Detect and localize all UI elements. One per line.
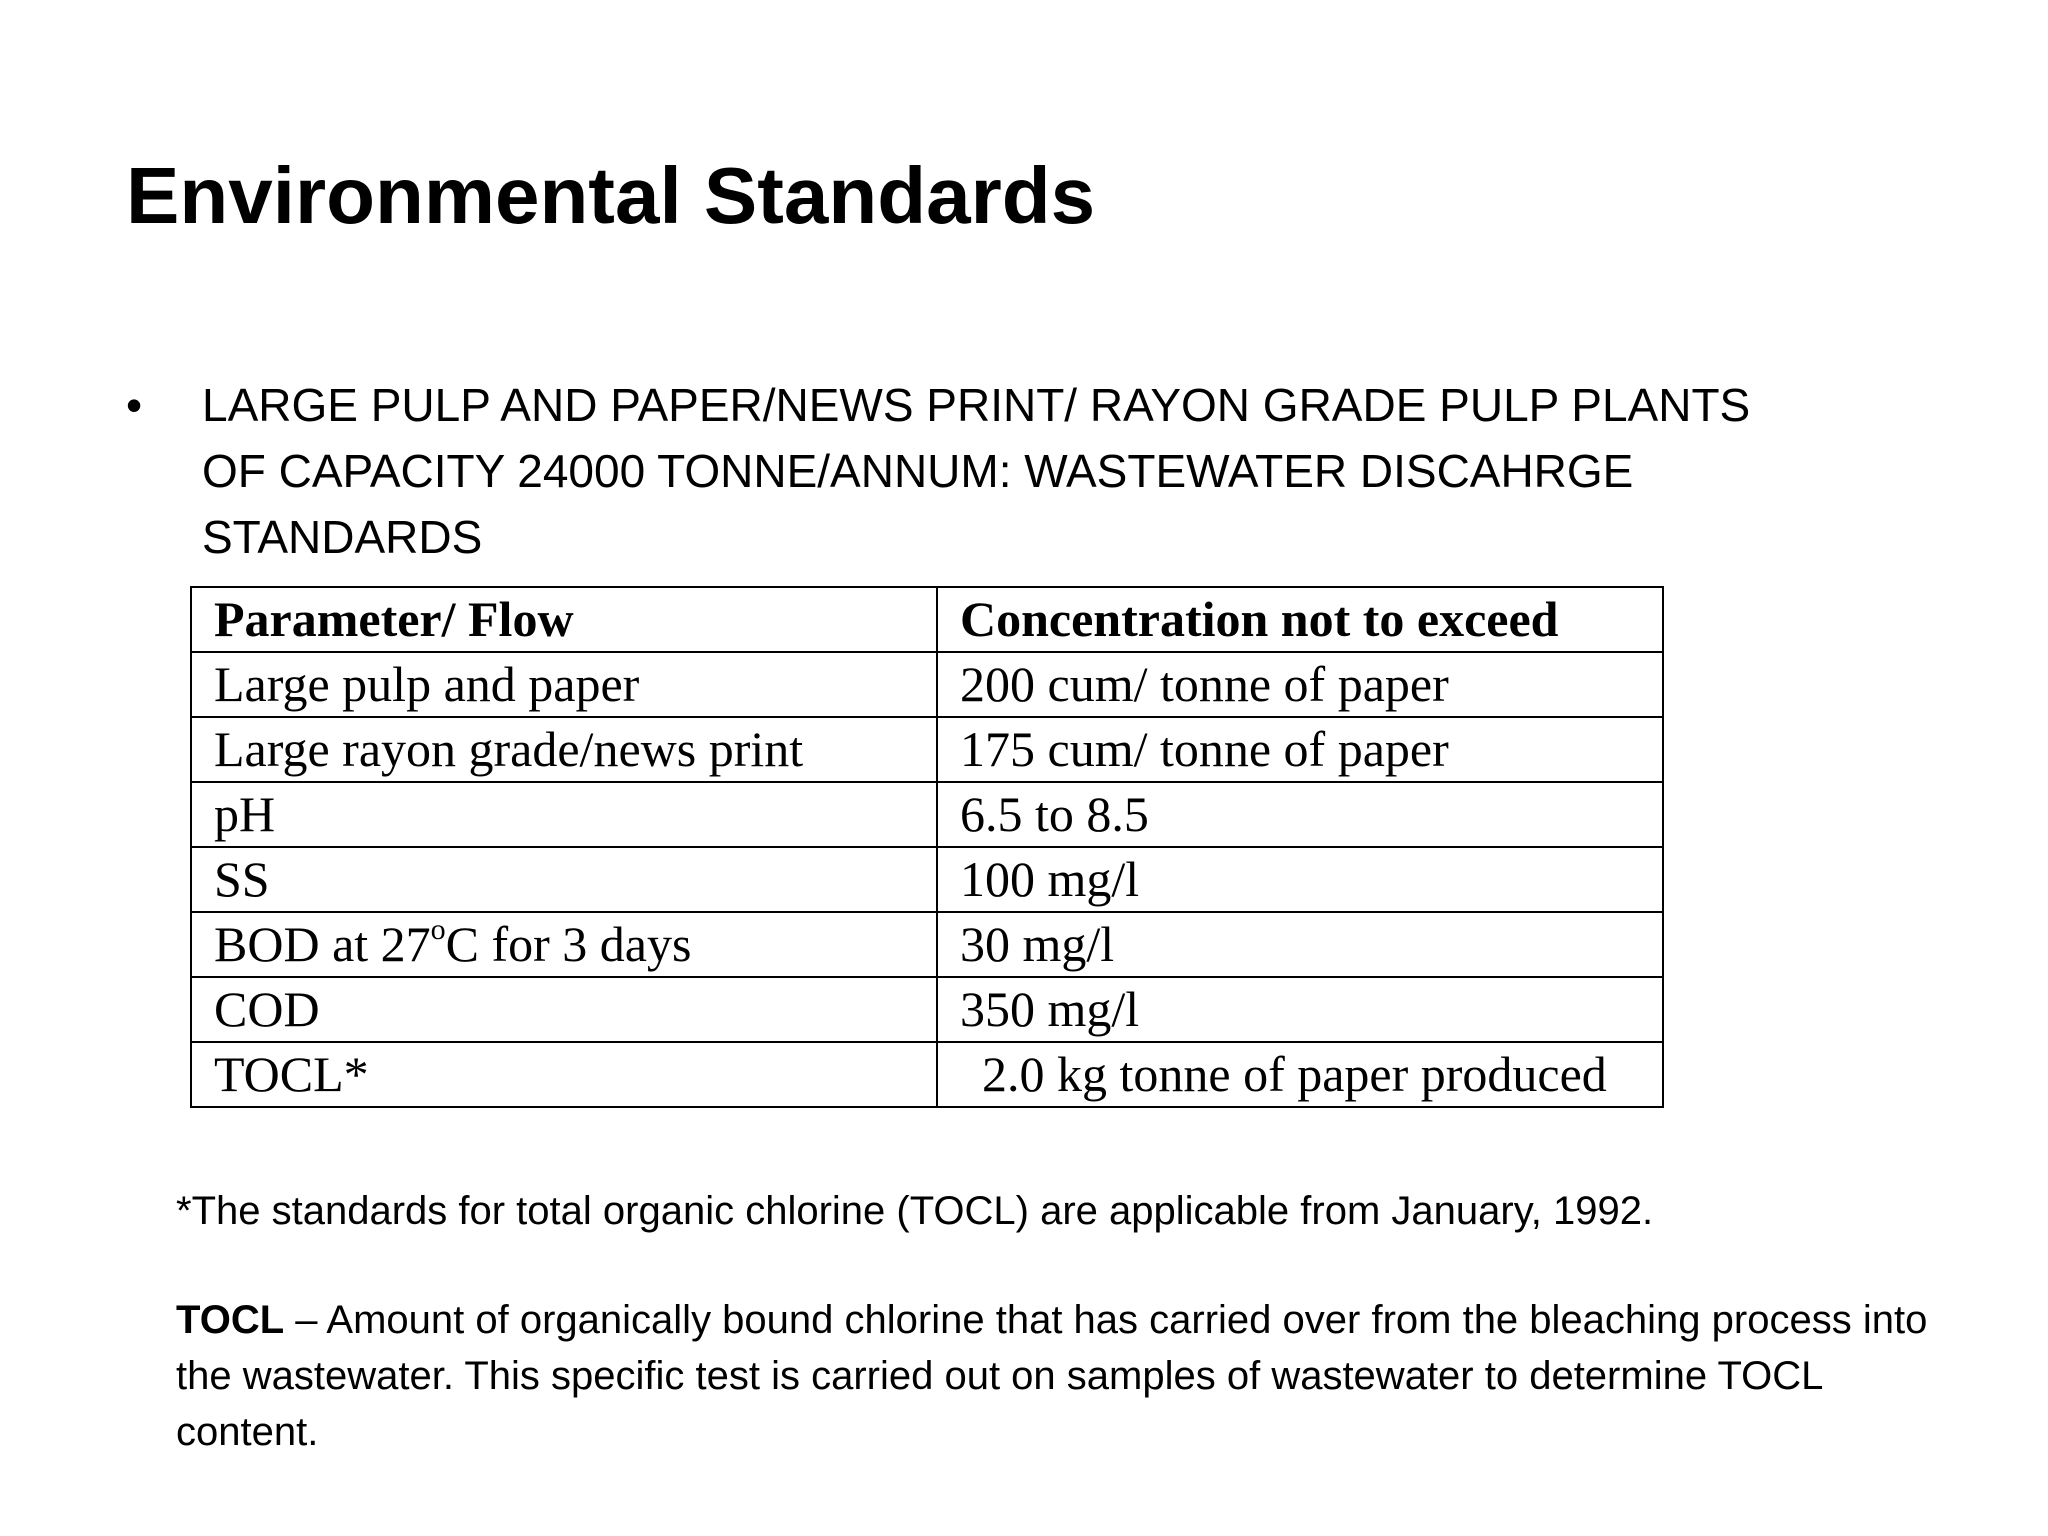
parameter-cell: COD: [191, 977, 937, 1042]
parameter-cell: TOCL*: [191, 1042, 937, 1107]
parameter-cell: [191, 912, 937, 977]
header-concentration: Concentration not to exceed: [937, 587, 1663, 652]
header-parameter: Parameter/ Flow: [191, 587, 937, 652]
parameter-cell: Large pulp and paper: [191, 652, 937, 717]
standards-table: [190, 586, 1664, 1108]
value-cell: 6.5 to 8.5: [937, 782, 1663, 847]
table-header-row: [191, 587, 1663, 652]
value-cell: 100 mg/l: [937, 847, 1663, 912]
parameter-cell: SS: [191, 847, 937, 912]
parameter-cell: pH: [191, 782, 937, 847]
definition-text: – Amount of organically bound chlorine that has carried over from the bleaching process into the wastewater. This specific test is carried out on samples of wastewater to determine TOCL content.: [176, 1298, 1928, 1454]
table-row: [191, 912, 1663, 977]
bullet-text: LARGE PULP AND PAPER/NEWS PRINT/ RAYON GRADE PULP PLANTS OF CAPACITY 24000 TONNE/ANNUM: WASTEWATER DISCAHRGE STANDARDS: [202, 379, 1751, 563]
table-row: [191, 977, 1663, 1042]
tocl-definition: [176, 1292, 1936, 1460]
parameter-cell: Large rayon grade/news print: [191, 717, 937, 782]
parameter-text-post: C for 3 days: [445, 916, 692, 972]
value-cell: 2.0 kg tonne of paper produced: [937, 1042, 1663, 1107]
value-cell: 350 mg/l: [937, 977, 1663, 1042]
value-cell: 175 cum/ tonne of paper: [937, 717, 1663, 782]
definition-term: TOCL: [176, 1298, 285, 1342]
table-row: [191, 717, 1663, 782]
table-row: [191, 782, 1663, 847]
degree-superscript: o: [430, 913, 446, 947]
parameter-text-pre: BOD at 27: [214, 916, 431, 972]
footnote: *The standards for total organic chlorine (TOCL) are applicable from January, 1992.: [176, 1189, 1654, 1233]
table-row: [191, 847, 1663, 912]
value-cell: 30 mg/l: [937, 912, 1663, 977]
bullet-symbol: •: [126, 379, 143, 431]
table-row: [191, 1042, 1663, 1107]
table-row: [191, 652, 1663, 717]
slide-title: Environmental Standards: [126, 151, 1096, 240]
value-cell: 200 cum/ tonne of paper: [937, 652, 1663, 717]
